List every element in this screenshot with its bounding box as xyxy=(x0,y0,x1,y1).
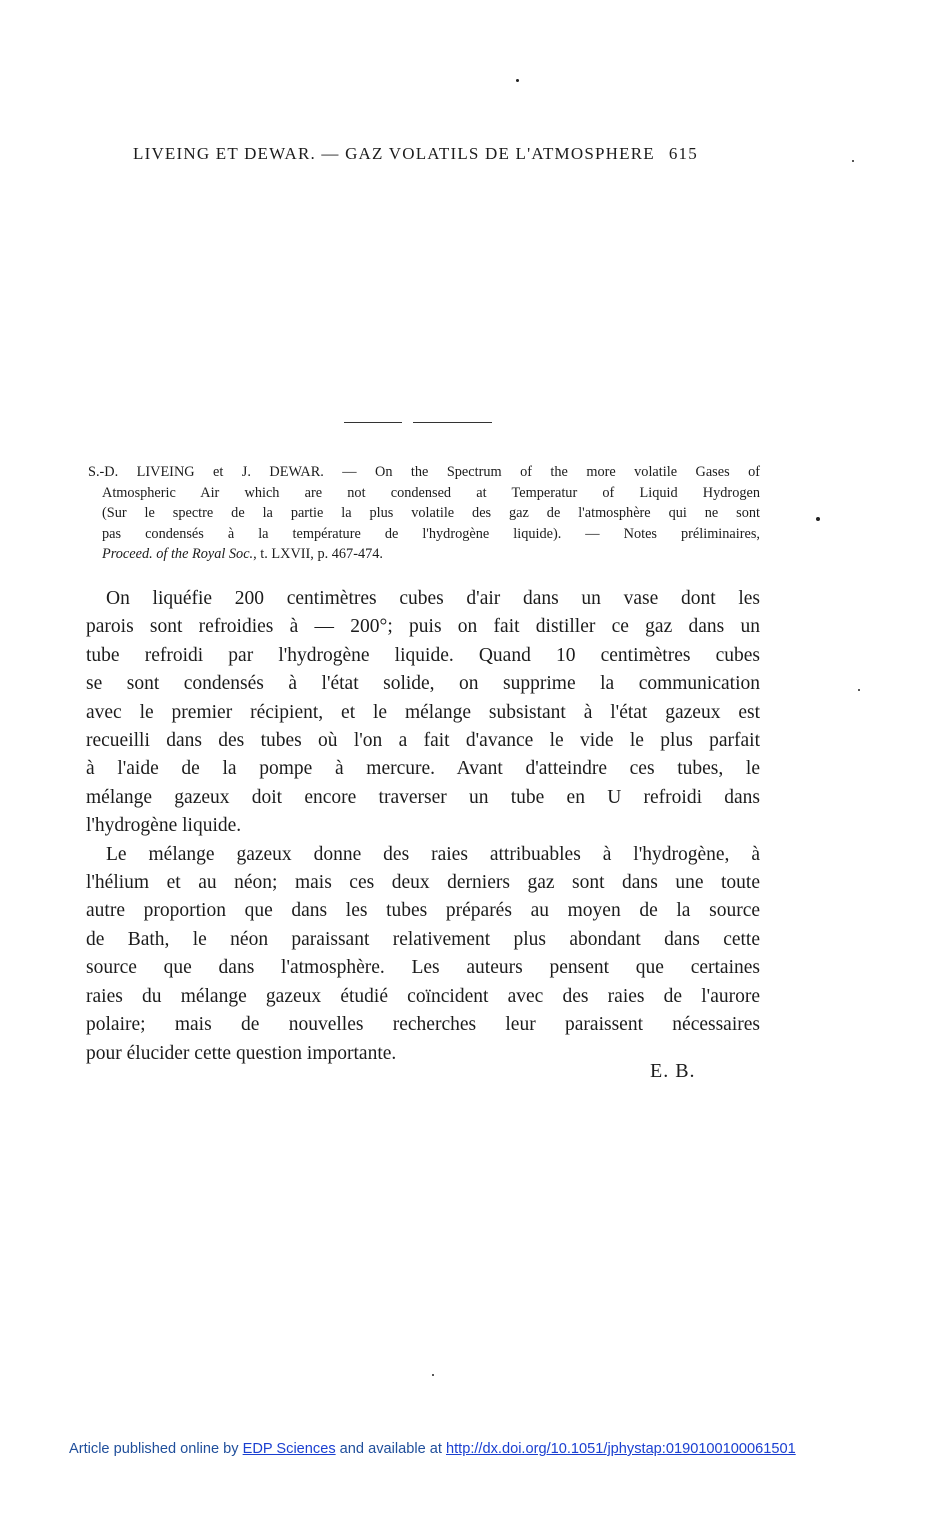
footer-middle: and available at xyxy=(335,1441,446,1457)
body-line: mélange gazeux doit encore traverser un tube en U refroidi dans xyxy=(86,786,760,808)
bibliographic-abstract xyxy=(88,462,760,565)
body-line: autre proportion que dans les tubes préparés au moyen de la source xyxy=(86,900,760,922)
paragraph-1 xyxy=(86,585,760,841)
scan-speck xyxy=(432,1374,434,1376)
author-signature: E. B. xyxy=(650,1060,696,1082)
body-line: parois sont refroidies à — 200°; puis on fait distiller ce gaz dans un xyxy=(86,616,760,638)
body-line: tube refroidi par l'hydrogène liquide. Quand 10 centimètres cubes xyxy=(86,644,760,666)
abstract-line: (Sur le spectre de la partie la plus volatile des gaz de l'atmosphère qui ne sont xyxy=(102,505,760,521)
publication-footer xyxy=(69,1441,869,1457)
citation-details: , t. LXVII, p. 467-474. xyxy=(253,546,383,562)
article-body xyxy=(86,585,760,1068)
abstract-line: Atmospheric Air which are not condensed at Temperatur of Liquid Hydrogen xyxy=(102,484,760,501)
body-line: recueilli dans des tubes où l'on a fait d'avance le vide le plus parfait xyxy=(86,730,760,752)
body-line: pour élucider cette question importante. xyxy=(86,1042,397,1064)
body-line: polaire; mais de nouvelles recherches leur paraissent nécessaires xyxy=(86,1014,760,1036)
page-number: 615 xyxy=(668,144,698,163)
running-title: LIVEING ET DEWAR. — GAZ VOLATILS DE L'ATMOSPHERE xyxy=(133,144,655,163)
journal-name: Proceed. of the Royal Soc. xyxy=(102,546,254,562)
paragraph-2 xyxy=(86,841,760,1068)
scan-speck xyxy=(816,517,820,521)
body-line: raies du mélange gazeux étudié coïncident avec des raies de l'aurore xyxy=(86,985,760,1007)
body-line: source que dans l'atmosphère. Les auteurs pensent que certaines xyxy=(86,957,760,979)
body-line: à l'aide de la pompe à mercure. Avant d'atteindre ces tubes, le xyxy=(86,758,760,780)
body-line: l'hydrogène liquide. xyxy=(86,815,242,837)
body-line: se sont condensés à l'état solide, on supprime la communication xyxy=(86,673,760,695)
abstract-line: pas condensés à la température de l'hydrogène liquide). — Notes préliminaires, xyxy=(102,525,760,542)
body-line: On liquéfie 200 centimètres cubes d'air dans un vase dont les xyxy=(106,588,760,609)
footer-prefix: Article published online by xyxy=(69,1441,243,1457)
publisher-link[interactable]: EDP Sciences xyxy=(242,1441,336,1457)
doi-link[interactable]: http://dx.doi.org/10.1051/jphystap:0190100100061501 xyxy=(445,1441,796,1457)
body-line: Le mélange gazeux donne des raies attribuables à l'hydrogène, à xyxy=(106,843,760,865)
abstract-citation xyxy=(88,544,760,565)
section-divider xyxy=(344,422,402,423)
abstract-line: S.-D. LIVEING et J. DEWAR. — On the Spectrum of the more volatile Gases of xyxy=(88,464,760,480)
body-line: l'hélium et au néon; mais ces deux derniers gaz sont dans une toute xyxy=(86,872,760,894)
body-line: de Bath, le néon paraissant relativement plus abondant dans cette xyxy=(86,928,760,950)
body-line: avec le premier récipient, et le mélange subsistant à l'état gazeux est xyxy=(86,701,760,723)
section-divider xyxy=(413,422,492,423)
scan-speck xyxy=(852,160,854,162)
scan-speck xyxy=(516,79,519,82)
scan-speck xyxy=(858,689,860,691)
running-header xyxy=(133,144,773,164)
